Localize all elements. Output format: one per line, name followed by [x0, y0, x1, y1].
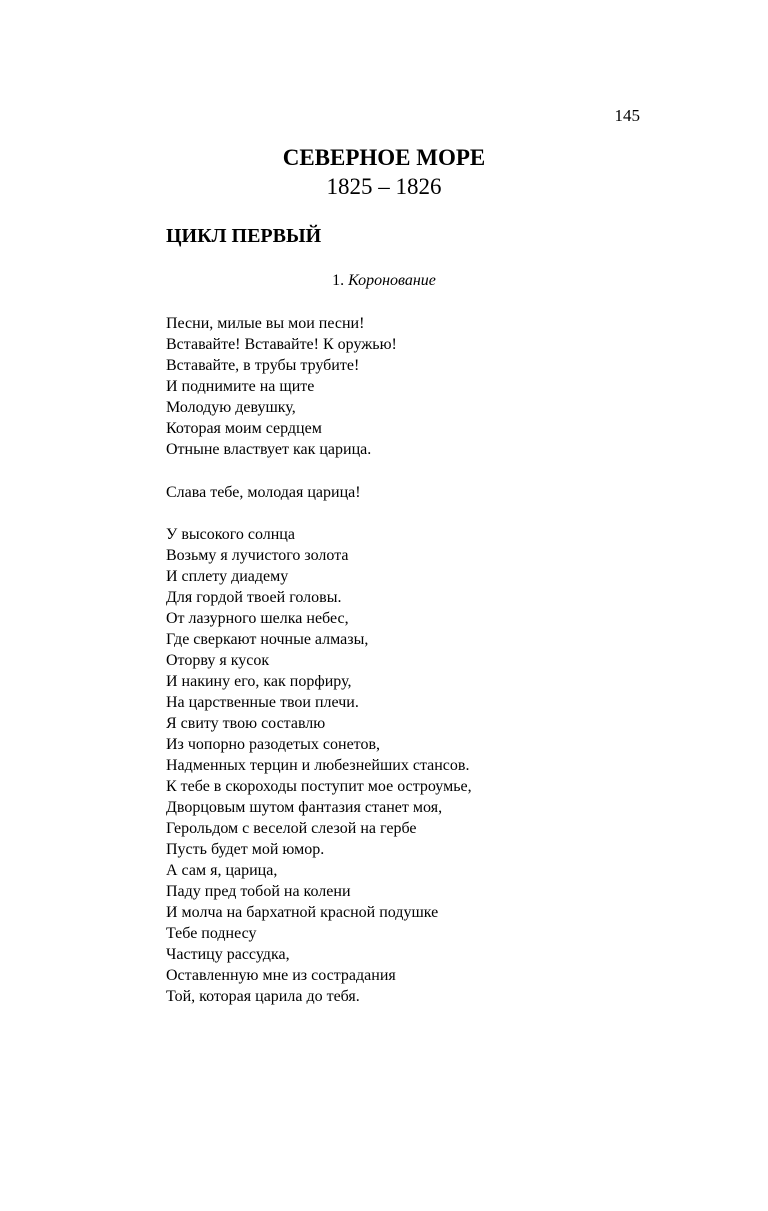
verse-line: И накину его, как порфиру, [166, 673, 352, 690]
section-years: 1825 – 1826 [326, 174, 442, 199]
verse-line: У высокого солнца [166, 526, 295, 543]
verse-line: И сплету диадему [166, 568, 289, 585]
verse-line: Которая моим сердцем [166, 420, 322, 437]
verse-line: Из чопорно разодетых сонетов, [166, 736, 380, 753]
poem-title: Коронование [348, 272, 436, 289]
verse-line: Оставленную мне из сострадания [166, 967, 396, 984]
verse-line: На царственные твои плечи. [166, 694, 359, 711]
verse-line: Вставайте! Вставайте! К оружью! [166, 336, 397, 353]
verse-line: Для гордой твоей головы. [166, 589, 342, 606]
verse-line: Надменных терцин и любезнейших стансов. [166, 757, 470, 774]
verse-line: И поднимите на щите [166, 378, 315, 395]
verse-line: Отныне властвует как царица. [166, 441, 372, 458]
verse-line: Герольдом с веселой слезой на гербе [166, 820, 417, 837]
verse-line: И молча на бархатной красной подушке [166, 904, 439, 921]
stanza-1 [166, 313, 397, 460]
verse-line: От лазурного шелка небес, [166, 610, 349, 627]
verse-line: Вставайте, в трубы трубите! [166, 357, 360, 374]
section-title: СЕВЕРНОЕ МОРЕ [282, 145, 486, 170]
poem-heading [0, 270, 768, 291]
verse-line: Песни, милые вы мои песни! [166, 315, 365, 332]
stanza-3 [166, 524, 472, 1007]
verse-line: Дворцовым шутом фантазия станет моя, [166, 799, 443, 816]
verse-line: Частицу рассудка, [166, 946, 290, 963]
verse-line: А сам я, царица, [166, 862, 278, 879]
verse-line: Паду пред тобой на колени [166, 883, 351, 900]
poem-number: 1. [332, 272, 349, 289]
verse-line: Возьму я лучистого золота [166, 547, 349, 564]
verse-line: Молодую девушку, [166, 399, 296, 416]
verse-line: Той, которая царила до тебя. [166, 988, 360, 1005]
verse-line: Оторву я кусок [166, 652, 270, 669]
verse-line: Пусть будет мой юмор. [166, 841, 325, 858]
stanza-2 [166, 482, 361, 503]
verse-line: Слава тебе, молодая царица! [166, 484, 361, 501]
verse-line: Тебе поднесу [166, 925, 257, 942]
verse-line: Где сверкают ночные алмазы, [166, 631, 369, 648]
verse-line: К тебе в скороходы поступит мое остроумье, [166, 778, 472, 795]
verse-line: Я свиту твою составлю [166, 715, 326, 732]
cycle-heading: ЦИКЛ ПЕРВЫЙ [166, 225, 322, 247]
page-number: 145 [614, 106, 640, 125]
